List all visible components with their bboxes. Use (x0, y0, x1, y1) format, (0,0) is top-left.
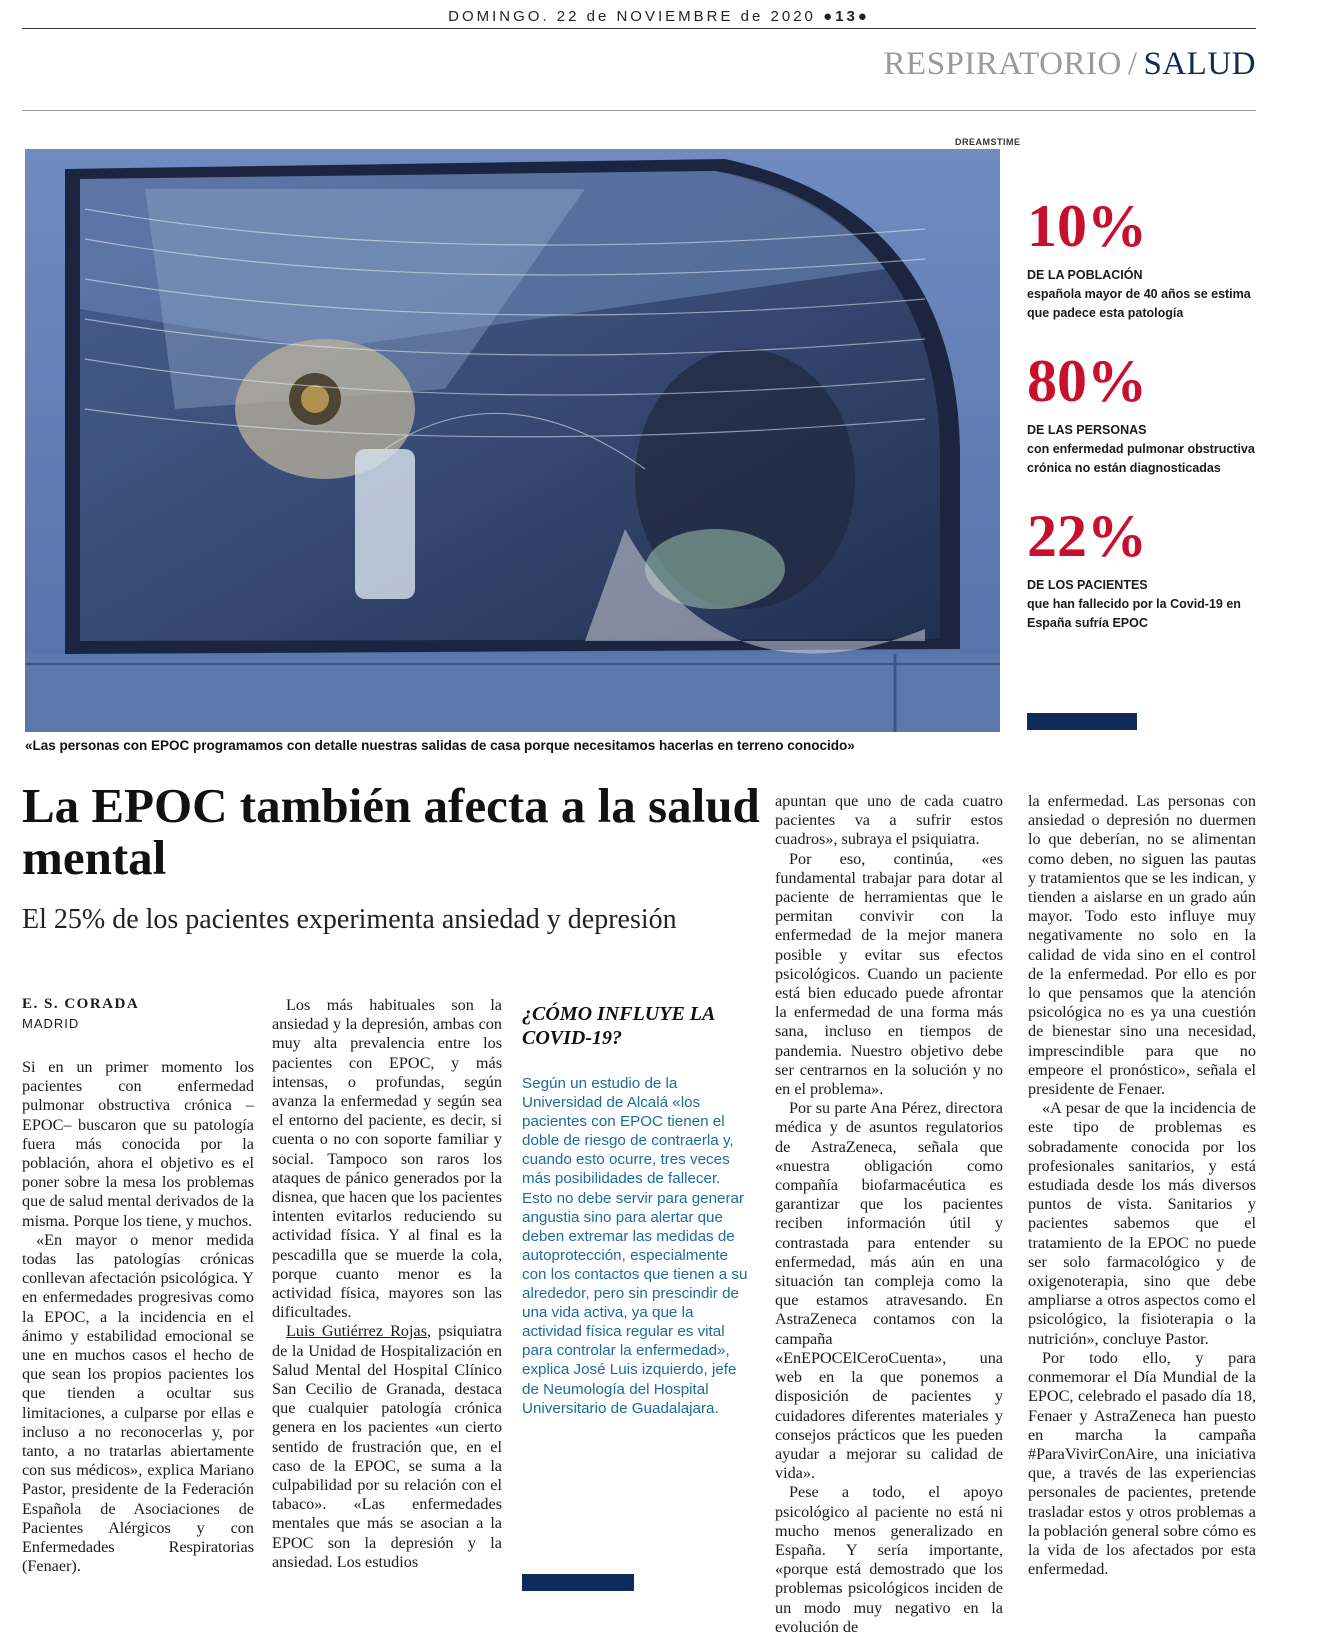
stat-item (1027, 503, 1267, 633)
stat-item (1027, 348, 1267, 478)
section-header (884, 46, 1256, 83)
stats-accent-bar (1027, 713, 1137, 730)
quoted-person-name: Luis Gutiérrez Rojas (286, 1322, 427, 1341)
article-column-5 (1028, 792, 1256, 1579)
paragraph: Si en un primer momento los pacientes con enfermedad pulmonar obstructiva crónica –EPOC– buscaron que su patología fuera más conocida por la población, ahora el objetivo es el poner sobre la mesa los problemas que de salud mental derivados de la misma. Porque los tiene, y muchos. (22, 1058, 254, 1230)
byline: E. S. CORADA (22, 996, 140, 1012)
stat-text: española mayor de 40 años se estima que padece esta patología (1027, 287, 1251, 320)
paragraph: apuntan que uno de cada cuatro pacientes va a sufrir estos cuadros», subraya el psiquiatra. (775, 792, 1003, 849)
section-rule (22, 110, 1256, 111)
photo-credit: DREAMSTIME (955, 137, 1021, 147)
sidebar-box-accent-bar (522, 1574, 634, 1591)
article-headline: La EPOC también afecta a la salud mental (22, 778, 760, 885)
paragraph: la enfermedad. Las personas con ansiedad o depresión no duermen lo que deberían, no se alimentan como deben, no siguen las pautas y tratamientos que se les indican, y tienden a aislarse en un grado aún mayor. Todo esto influye muy negativamente no solo en la calidad de vida sino en el control de la enfermedad. Por ello es por lo que pensamos que la atención psicológica no es ya una cuestión de bienestar sino una necesidad, imprescindible para que no empeore el pronóstico», señala el presidente de Fenaer. (1028, 792, 1256, 1099)
stat-item (1027, 193, 1267, 323)
stat-value: 10% (1027, 193, 1147, 259)
paragraph-text: , psiquiatra de la Unidad de Hospitalización en Salud Mental del Hospital Clínico San Cecilio de Granada, destaca que cualquier patología crónica genera en los pacientes «un cierto sentido de frustración que, en el caso de la EPOC, se suma a la culpabilidad por su relación con el tabaco». «Las enfermedades mentales que más se asocian a la EPOC son la depresión y la ansiedad. Los estudios (272, 1322, 502, 1571)
photo-caption: «Las personas con EPOC programamos con detalle nuestras salidas de casa porque necesitamos hacerlas en terreno conocido» (25, 738, 855, 753)
section-primary: RESPIRATORIO (883, 46, 1122, 82)
page-number: ●13● (823, 8, 870, 25)
paragraph: «En mayor o menor medida todas las patologías crónicas conllevan afectación psicológica. Y en enfermedades progresivas como la EPOC, a la incidencia en el ánimo y estabilidad emocional se une en muchos casos el hecho de que sean los propios pacientes los que tienden a ocultar sus limitaciones, a culparse por ellas e incluso a no reconocerlas y, por tanto, a no tratarlas abiertamente con sus médicos», explica Mariano Pastor, presidente de la Federación Española de Asociaciones de Pacientes Alérgicos y con Enfermedades Respiratorias (Fenaer). (22, 1230, 254, 1576)
stat-text: que han fallecido por la Covid-19 en España sufría EPOC (1027, 597, 1241, 630)
stat-lead: DE LA POBLACIÓN (1027, 268, 1143, 282)
top-rule (22, 28, 1256, 29)
sidebar-box-text: Según un estudio de la Universidad de Alcalá «los pacientes con EPOC tienen el doble de riesgo de contraerla y, cuando esto ocurre, tres veces más posibilidades de fallecer. Esto no debe servir para generar angustia sino para alertar que deben extremar las medidas de autoprotección, especialmente con los contactos que tienen a su alrededor, pero sin prescindir de una vida activa, ya que la actividad física regular es vital para controlar la enfermedad», explica José Luis izquierdo, jefe de Neumología del Hospital Universitario de Guadalajara. (522, 1075, 748, 1417)
article-column-4 (775, 792, 1003, 1637)
article-column-2 (272, 996, 502, 1572)
stat-lead: DE LAS PERSONAS (1027, 423, 1147, 437)
paragraph: Por todo ello, y para conmemorar el Día Mundial de la EPOC, celebrado el pasado día 18, Fenaer y AstraZeneca han puesto en marcha la campaña #ParaVivirConAire, una iniciativa que, a través de las experiencias personales de pacientes, pretende trasladar estos y otros problemas a la población general sobre cómo es la vida de los afectados por esta enfermedad. (1028, 1348, 1256, 1579)
article-subhead: El 25% de los pacientes experimenta ansiedad y depresión (22, 904, 677, 935)
date-text: DOMINGO. 22 de NOVIEMBRE de 2020 (448, 8, 816, 25)
dateline-place: MADRID (22, 1016, 80, 1031)
section-separator: / (1127, 46, 1138, 82)
paragraph: Por eso, continúa, «es fundamental trabajar para dotar al paciente de herramientas que le permitan convivir con la enfermedad de la mejor manera posible y evitar sus efectos psicológicos. Cuando un paciente está bien educado puede afrontar la enfermedad de una forma más sana, incluso en tiempos de pandemia. Nuestro objetivo debe ser centrarnos en la solución y no en el problema». (775, 849, 1003, 1099)
paragraph: Los más habituales son la ansiedad y la depresión, ambas con muy alta prevalencia entre los pacientes con EPOC, y más intensas, o profundas, según avanza la enfermedad y según sea el entorno del paciente, es decir, si cuenta o no con soporte familiar y social. Tampoco son raros los ataques de pánico generados por la disnea, que hacen que los pacientes intenten evitarlos reduciendo su actividad física. Y al final es la pescadilla que se muerde la cola, porque cuanto menor es la actividad física, mayores son las dificultades. (272, 996, 502, 1322)
section-secondary: SALUD (1143, 46, 1256, 82)
stat-value: 80% (1027, 348, 1147, 414)
stats-sidebar (1027, 193, 1267, 661)
paragraph (272, 1322, 502, 1572)
dateline (0, 8, 1318, 25)
paragraph: «A pesar de que la incidencia de este tipo de problemas es sobradamente conocida por los profesionales sanitarios, y está estudiada desde los más diversos puntos de vista. Sanitarios y pacientes sabemos que el tratamiento de la EPOC no puede ser solo farmacológico y de oxigenoterapia, sino que debe ampliarse a otros aspectos como el psicológico, la fisioterapia o la nutrición», concluye Pastor. (1028, 1099, 1256, 1348)
sidebar-box-title: ¿CÓMO INFLUYE LA COVID-19? (522, 1003, 715, 1049)
article-photo (25, 149, 1000, 732)
paragraph: Por su parte Ana Pérez, directora médica y de asuntos regulatorios de AstraZeneca, señala que «nuestra obligación como compañía biofarmacéutica es garantizar que los pacientes reciben información útil y contrastada para entender su enfermedad, más aún en una situación tan compleja como la que estamos atravesando. En AstraZeneca contamos con la campaña «EnEPOCElCeroCuenta», una web en la que ponemos a disposición de pacientes y cuidadores diferentes materiales y consejos prácticos que les pueden ayudar a mejorar su calidad de vida». (775, 1099, 1003, 1483)
article-column-1 (22, 1058, 254, 1576)
stat-text: con enfermedad pulmonar obstructiva crónica no están diagnosticadas (1027, 442, 1255, 475)
paragraph: Pese a todo, el apoyo psicológico al paciente no está ni mucho menos generalizado en España. Y sería importante, «porque está demostrado que los problemas psicológicos inciden de un modo muy negativo en la evolución de (775, 1483, 1003, 1636)
stat-lead: DE LOS PACIENTES (1027, 578, 1148, 592)
ambulance-window-illustration (25, 149, 1000, 732)
stat-value: 22% (1027, 503, 1147, 569)
